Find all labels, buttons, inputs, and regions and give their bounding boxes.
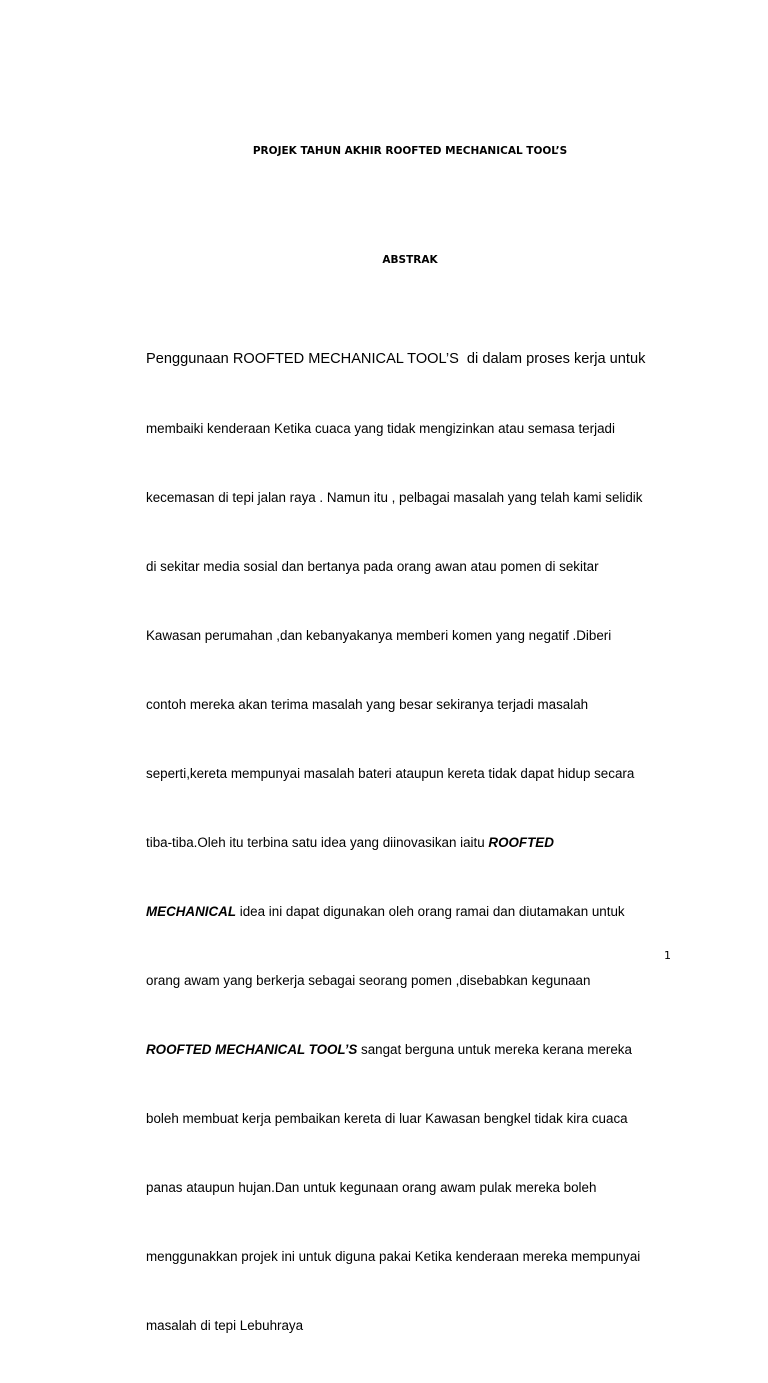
emphasized-text: ROOFTED [488, 835, 554, 850]
abstract-text: sangat berguna untuk mereka kerana mereka [357, 1042, 632, 1057]
abstract-line: contoh mereka akan terima masalah yang besar sekiranya terjadi masalah [146, 697, 589, 712]
abstract-line: orang awam yang berkerja sebagai seorang pomen ,disebabkan kegunaan [146, 973, 591, 988]
page-number: 1 [664, 949, 671, 962]
abstract-text: tiba-tiba.Oleh itu terbina satu idea yang diinovasikan iaitu [146, 835, 489, 850]
section-heading: ABSTRAK [382, 254, 438, 266]
emphasized-text: MECHANICAL [146, 904, 237, 919]
document-title: PROJEK TAHUN AKHIR ROOFTED MECHANICAL TOOL’S [252, 145, 568, 157]
abstract-line: Kawasan perumahan ,dan kebanyakanya memberi komen yang negatif .Diberi [146, 628, 612, 643]
abstract-line: kecemasan di tepi jalan raya . Namun itu , pelbagai masalah yang telah kami selidik [146, 490, 643, 505]
abstract-text: idea ini dapat digunakan oleh orang ramai dan diutamakan untuk [236, 904, 625, 919]
abstract-line: panas ataupun hujan.Dan untuk kegunaan orang awam pulak mereka boleh [146, 1180, 597, 1195]
abstract-line: boleh membuat kerja pembaikan kereta di luar Kawasan bengkel tidak kira cuaca [146, 1111, 628, 1126]
abstract-line [146, 1038, 676, 1061]
abstract-line: masalah di tepi Lebuhraya [146, 1318, 304, 1333]
abstract-paragraph [146, 302, 676, 1383]
emphasized-text: ROOFTED MECHANICAL TOOL’S [146, 1042, 358, 1057]
abstract-line: menggunakkan projek ini untuk diguna pakai Ketika kenderaan mereka mempunyai [146, 1249, 641, 1264]
abstract-line: di sekitar media sosial dan bertanya pada orang awan atau pomen di sekitar [146, 559, 599, 574]
abstract-line [146, 900, 676, 923]
abstract-line: membaiki kenderaan Ketika cuaca yang tidak mengizinkan atau semasa terjadi [146, 421, 615, 436]
abstract-line: Penggunaan ROOFTED MECHANICAL TOOL’S di dalam proses kerja untuk [146, 351, 646, 367]
abstract-line [146, 831, 676, 854]
abstract-line: seperti,kereta mempunyai masalah bateri ataupun kereta tidak dapat hidup secara [146, 766, 635, 781]
